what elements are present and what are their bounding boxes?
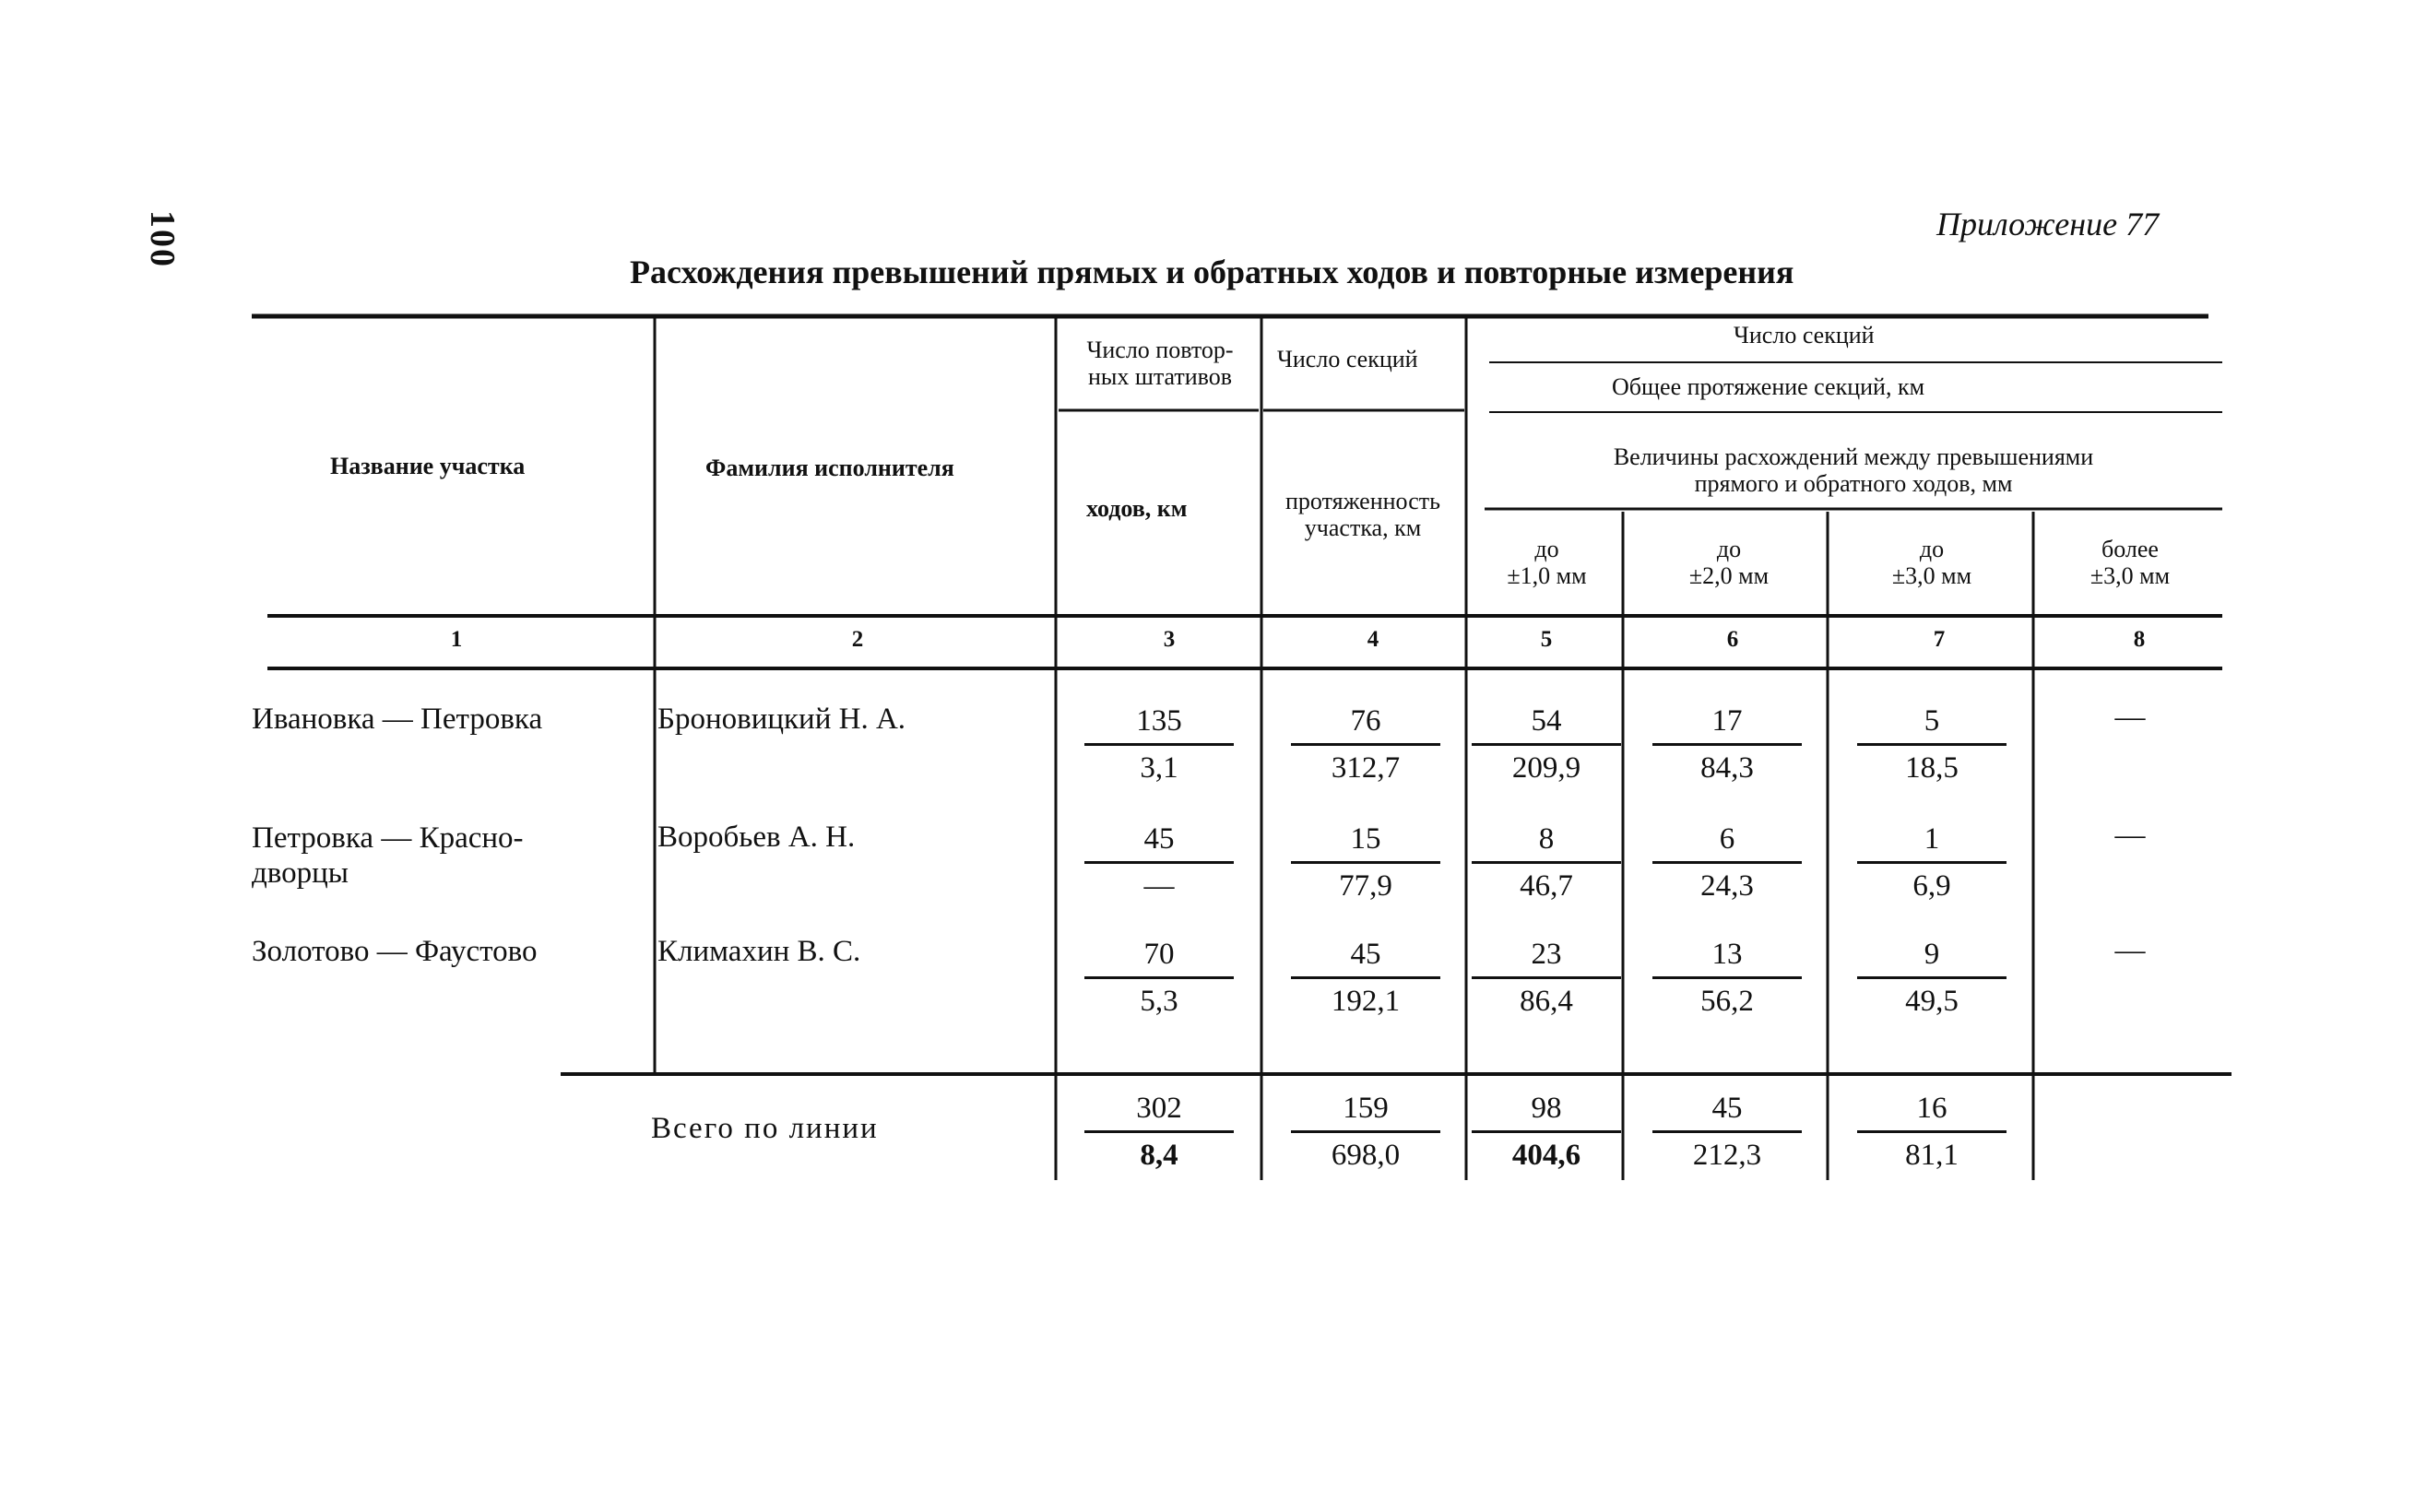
row2-col4: 15 77,9 — [1287, 819, 1444, 906]
column-number-6: 6 — [1726, 627, 1739, 652]
column-number-4: 4 — [1367, 627, 1379, 652]
row3-col8: — — [2114, 934, 2146, 967]
column-number-3: 3 — [1163, 627, 1176, 652]
row3-col6: 13 56,2 — [1649, 934, 1805, 1022]
header-col6: до ±2,0 мм — [1688, 536, 1770, 589]
total-label: Всего по линии — [651, 1112, 879, 1145]
header-group-sections: Число секций — [1734, 322, 1875, 348]
header-sections-count: Число секций — [1277, 346, 1418, 372]
page-title: Расхождения превышений прямых и обратных ходов и повторные измерения — [630, 254, 1794, 290]
row1-col7: 5 18,5 — [1853, 701, 2010, 788]
appendix-label: Приложение 77 — [1936, 206, 2160, 242]
total-col7: 16 81,1 — [1853, 1088, 2010, 1175]
row1-col6: 17 84,3 — [1649, 701, 1805, 788]
row3-col3: 70 5,3 — [1081, 934, 1237, 1022]
header-repeat-tripods: Число повтор- ных штативов — [1086, 337, 1234, 390]
row3-col4: 45 192,1 — [1287, 934, 1444, 1022]
header-group-description: Величины расхождений между превышениями прямого и обратного ходов, мм — [1613, 443, 2094, 497]
row2-col6: 6 24,3 — [1649, 819, 1805, 906]
row1-col3: 135 3,1 — [1081, 701, 1237, 788]
row1-col5: 54 209,9 — [1468, 701, 1625, 788]
page-number: 100 — [143, 210, 182, 268]
header-section-length: протяженность участка, км — [1285, 488, 1440, 541]
header-col5: до ±1,0 мм — [1507, 536, 1587, 589]
header-col7: до ±3,0 мм — [1891, 536, 1972, 589]
row1-col4: 76 312,7 — [1287, 701, 1444, 788]
row3-col5: 23 86,4 — [1468, 934, 1625, 1022]
row2-executor: Воробьев А. Н. — [657, 821, 856, 854]
row3-section-name: Золотово — Фаустово — [252, 935, 538, 968]
total-col3: 302 8,4 — [1081, 1088, 1237, 1175]
header-runs-km: ходов, км — [1086, 495, 1188, 522]
row3-col7: 9 49,5 — [1853, 934, 2010, 1022]
total-col4: 159 698,0 — [1287, 1088, 1444, 1175]
column-number-7: 7 — [1933, 627, 1946, 652]
column-number-5: 5 — [1540, 627, 1553, 652]
header-col8: более ±3,0 мм — [2089, 536, 2171, 589]
column-number-8: 8 — [2133, 627, 2146, 652]
row1-executor: Броновицкий Н. А. — [657, 703, 906, 736]
header-section-name: Название участка — [330, 453, 526, 479]
total-col6: 45 212,3 — [1649, 1088, 1805, 1175]
row2-section-name: Петровка — Красно- дворцы — [252, 821, 524, 890]
column-number-2: 2 — [851, 627, 864, 652]
column-number-1: 1 — [450, 627, 463, 652]
row2-col3: 45 — — [1081, 819, 1237, 906]
row2-col7: 1 6,9 — [1853, 819, 2010, 906]
row1-section-name: Ивановка — Петровка — [252, 703, 543, 736]
header-group-length: Общее протяжение секций, км — [1612, 373, 1925, 400]
row3-executor: Климахин В. С. — [657, 935, 861, 968]
row1-col8: — — [2114, 701, 2146, 734]
row2-col8: — — [2114, 819, 2146, 852]
header-executor: Фамилия исполнителя — [705, 455, 954, 481]
row2-col5: 8 46,7 — [1468, 819, 1625, 906]
total-col5: 98 404,6 — [1468, 1088, 1625, 1175]
